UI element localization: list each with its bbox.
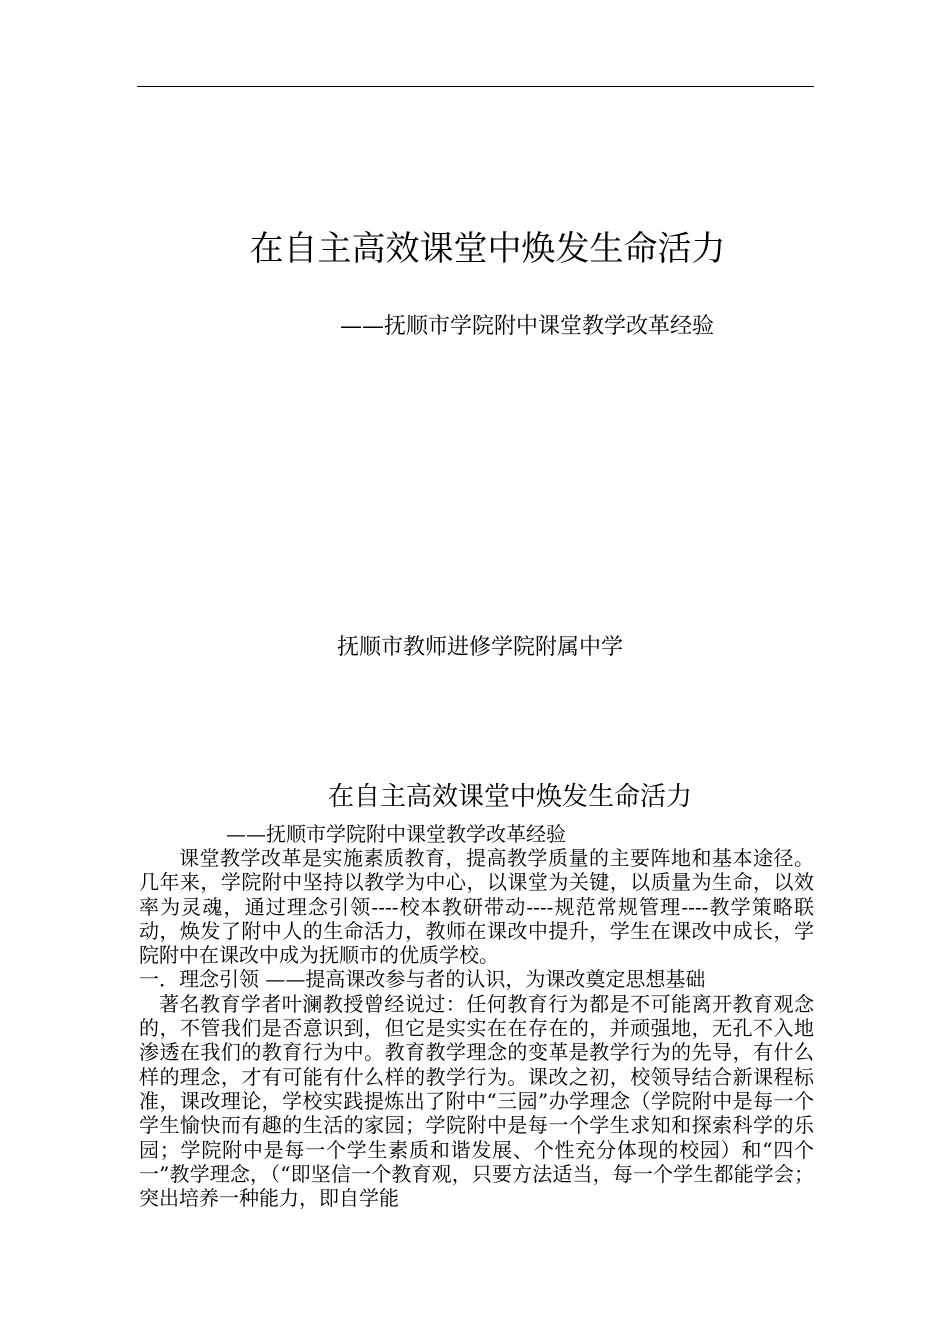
- header-rule: [137, 86, 814, 87]
- cover-title: 在自主高效课堂中焕发生命活力: [249, 229, 726, 269]
- section-heading-1: 一．理念引领 ——提高课改参与者的认识，为课改奠定思想基础: [139, 967, 706, 992]
- section-1-paragraph: 著名教育学者叶澜教授曾经说过：任何教育行为都是不可能离开教育观念的，不管我们是否意识到，但它是实实在在存在的，并顽强地，无孔不入地渗透在我们的教育行为中。教育教学理念的变革是教学行为的先导，有什么样的理念，才有可能有什么样的教学行为。课改之初，校领导结合新课程标准，课改理论，学校实践提炼出了附中“三园”办学理念（学院附中是每一个学生愉快而有趣的生活的家园；学院附中是每一个学生求知和探索科学的乐园；学院附中是每一个学生素质和谐发展、个性充分体现的校园）和“四个一”教学理念，（“即坚信一个教育观，只要方法适当，每一个学生都能学会；突出培养一种能力，即自学能: [139, 991, 814, 1211]
- article-subtitle: ——抚顺市学院附中课堂教学改革经验: [226, 822, 566, 846]
- article-body: [139, 846, 814, 1210]
- article-title: 在自主高效课堂中焕发生命活力: [327, 782, 692, 812]
- cover-subtitle: ——抚顺市学院附中课堂教学改革经验: [340, 314, 715, 339]
- intro-paragraph: 课堂教学改革是实施素质教育，提高教学质量的主要阵地和基本途径。几年来，学院附中坚持以教学为中心，以课堂为关键，以质量为生命，以效率为灵魂，通过理念引领----校本教研带动----规范常规管理----教学策略联动，焕发了附中人的生命活力，教师在课改中提升，学生在课改中成长，学院附中在课改中成为抚顺市的优质学校。: [139, 846, 814, 968]
- cover-school-name: 抚顺市教师进修学院附属中学: [336, 635, 623, 660]
